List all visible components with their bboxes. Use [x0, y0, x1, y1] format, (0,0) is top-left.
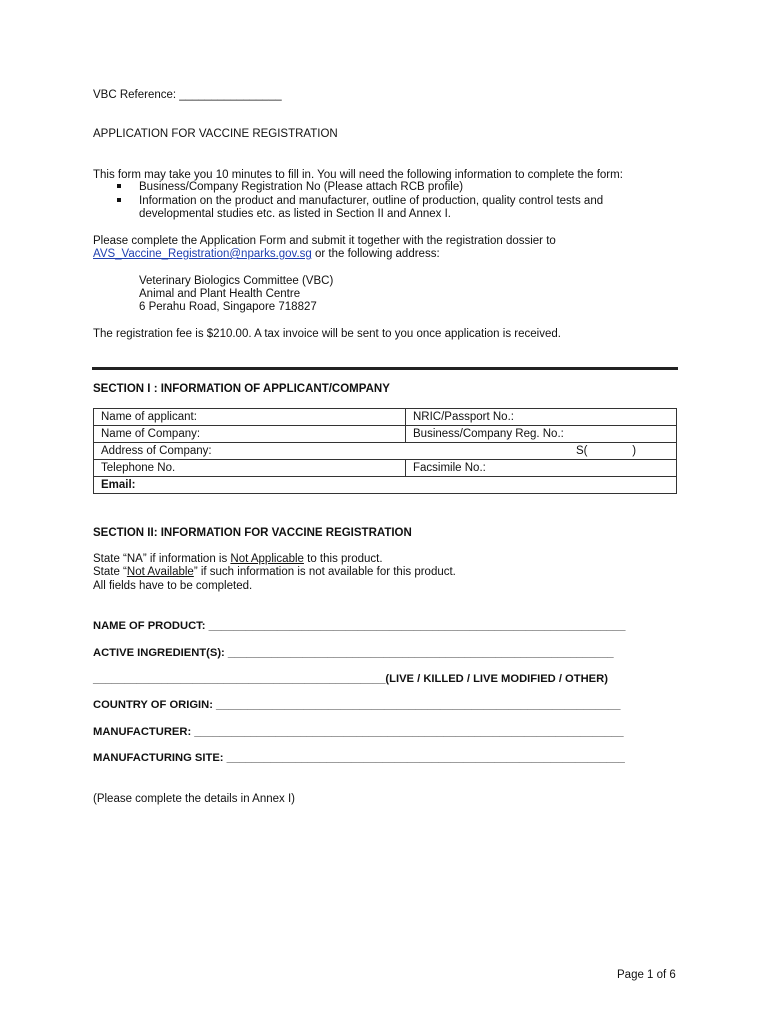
nav-prefix: State “: [93, 566, 127, 578]
page-title: APPLICATION FOR VACCINE REGISTRATION: [93, 128, 338, 140]
intro-text: This form may take you 10 minutes to fill in. You will need the following information to complete the form:: [93, 169, 623, 181]
address-of-company-field[interactable]: [94, 443, 677, 460]
address-line: 6 Perahu Road, Singapore 718827: [139, 301, 317, 313]
bullet-item-registration: Business/Company Registration No (Please attach RCB profile): [139, 181, 464, 193]
vbc-reference: VBC Reference: ________________: [93, 89, 282, 101]
nav-underlined: Not Available: [126, 566, 194, 578]
manufacturer-field[interactable]: MANUFACTURER: _____________________________________________________________________: [93, 726, 624, 738]
name-of-company-field[interactable]: Name of Company:: [94, 426, 406, 443]
name-of-product-field[interactable]: NAME OF PRODUCT: ___________________________________________________________________: [93, 620, 626, 632]
email-link[interactable]: AVS_Vaccine_Registration@nparks.gov.sg: [93, 248, 312, 260]
address-line: Animal and Plant Health Centre: [139, 288, 301, 300]
vaccine-type-field[interactable]: _______________________________________________(LIVE / KILLED / LIVE MODIFIED / OTHER): [93, 673, 608, 685]
telephone-field[interactable]: Telephone No.: [94, 460, 406, 477]
active-ingredients-field[interactable]: ACTIVE INGREDIENT(S): ______________________________________________________________: [93, 647, 614, 659]
manufacturing-site-field[interactable]: MANUFACTURING SITE: ________________________________________________________________: [93, 752, 625, 764]
applicant-info-table: [93, 408, 677, 494]
fee-note: The registration fee is $210.00. A tax invoice will be sent to you once application is received.: [93, 328, 561, 340]
nric-field[interactable]: NRIC/Passport No.:: [406, 409, 677, 426]
address-of-company-label: Address of Company:: [101, 445, 212, 457]
bullet-icon: [117, 198, 121, 202]
business-reg-field[interactable]: Business/Company Reg. No.:: [406, 426, 677, 443]
bullet-item-product-info-cont: developmental studies etc. as listed in Section II and Annex I.: [139, 208, 451, 220]
bullet-icon: [117, 184, 121, 188]
address-line: Veterinary Biologics Committee (VBC): [139, 275, 334, 287]
section-divider: [92, 367, 678, 370]
nav-suffix: ” if such information is not available for this product.: [193, 566, 456, 578]
na-suffix: to this product.: [303, 553, 383, 565]
annex-note: (Please complete the details in Annex I): [93, 793, 296, 805]
not-available-instruction: [93, 565, 456, 579]
section-2-heading: SECTION II: INFORMATION FOR VACCINE REGISTRATION: [93, 527, 412, 539]
email-suffix: or the following address:: [311, 248, 440, 260]
section-1-heading: SECTION I : INFORMATION OF APPLICANT/COMPANY: [93, 383, 390, 395]
bullet-item-product-info: Information on the product and manufacturer, outline of production, quality control tests and: [139, 195, 604, 207]
facsimile-field[interactable]: Facsimile No.:: [406, 460, 677, 477]
submit-email-line: [93, 247, 440, 261]
postal-code-field[interactable]: S( ): [576, 445, 637, 457]
name-of-applicant-field[interactable]: Name of applicant:: [94, 409, 406, 426]
page-number: Page 1 of 6: [617, 969, 676, 981]
na-instruction: [93, 552, 383, 566]
email-field[interactable]: Email:: [94, 477, 677, 494]
submit-instruction: Please complete the Application Form and submit it together with the registration dossier to: [93, 235, 556, 247]
country-of-origin-field[interactable]: COUNTRY OF ORIGIN: _________________________________________________________________: [93, 699, 621, 711]
na-prefix: State “NA” if information is: [93, 553, 231, 565]
na-underlined: Not Applicable: [230, 553, 304, 565]
all-fields-note: All fields have to be completed.: [93, 580, 253, 592]
